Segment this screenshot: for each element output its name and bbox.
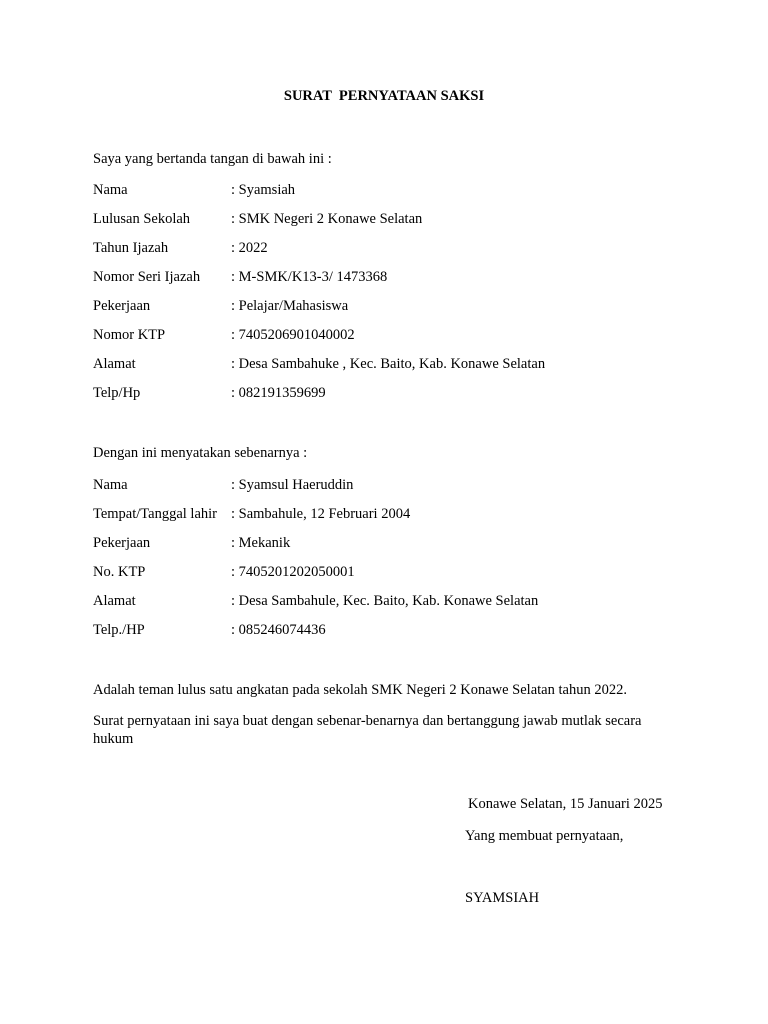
witness-value: : M-SMK/K13-3/ 1473368 <box>231 269 388 285</box>
signature-name: SYAMSIAH <box>465 890 540 906</box>
witness-value: : Pelajar/Mahasiswa <box>231 298 349 314</box>
subject-value: : 085246074436 <box>231 622 326 638</box>
witness-label: Nomor KTP <box>93 327 166 343</box>
subject-value: : Sambahule, 12 Februari 2004 <box>231 506 411 522</box>
signature-maker: Yang membuat pernyataan, <box>465 828 624 844</box>
witness-value: : SMK Negeri 2 Konawe Selatan <box>231 211 423 227</box>
subject-label: Nama <box>93 477 128 493</box>
signature-place-date: Konawe Selatan, 15 Januari 2025 <box>468 796 663 812</box>
witness-label: Nama <box>93 182 128 198</box>
witness-label: Alamat <box>93 356 136 372</box>
witness-value: : Syamsiah <box>231 182 296 198</box>
witness-label: Nomor Seri Ijazah <box>93 269 201 285</box>
subject-value: : Desa Sambahule, Kec. Baito, Kab. Konawe Selatan <box>231 593 539 609</box>
witness-value: : 7405206901040002 <box>231 327 355 343</box>
page-title: SURAT PERNYATAAN SAKSI <box>283 88 485 104</box>
subject-value: : Mekanik <box>231 535 291 551</box>
subject-label: Telp./HP <box>93 622 145 638</box>
closing-text: Surat pernyataan ini saya buat dengan sebenar-benarnya dan bertanggung jawab mutlak secara hukum <box>93 713 642 747</box>
intro-text: Saya yang bertanda tangan di bawah ini : <box>93 151 332 167</box>
declaration-intro: Dengan ini menyatakan sebenarnya : <box>93 445 308 461</box>
witness-value: : 2022 <box>231 240 268 256</box>
witness-value: : 082191359699 <box>231 385 326 401</box>
witness-label: Telp/Hp <box>93 385 141 401</box>
subject-label: Pekerjaan <box>93 535 151 551</box>
witness-value: : Desa Sambahuke , Kec. Baito, Kab. Konawe Selatan <box>231 356 546 372</box>
witness-label: Lulusan Sekolah <box>93 211 191 227</box>
subject-value: : 7405201202050001 <box>231 564 355 580</box>
subject-label: Alamat <box>93 593 136 609</box>
witness-label: Tahun Ijazah <box>93 240 169 256</box>
subject-label: No. KTP <box>93 564 146 580</box>
subject-value: : Syamsul Haeruddin <box>231 477 354 493</box>
statement-text: Adalah teman lulus satu angkatan pada sekolah SMK Negeri 2 Konawe Selatan tahun 2022. <box>93 682 627 698</box>
subject-label: Tempat/Tanggal lahir <box>93 506 217 522</box>
witness-label: Pekerjaan <box>93 298 151 314</box>
